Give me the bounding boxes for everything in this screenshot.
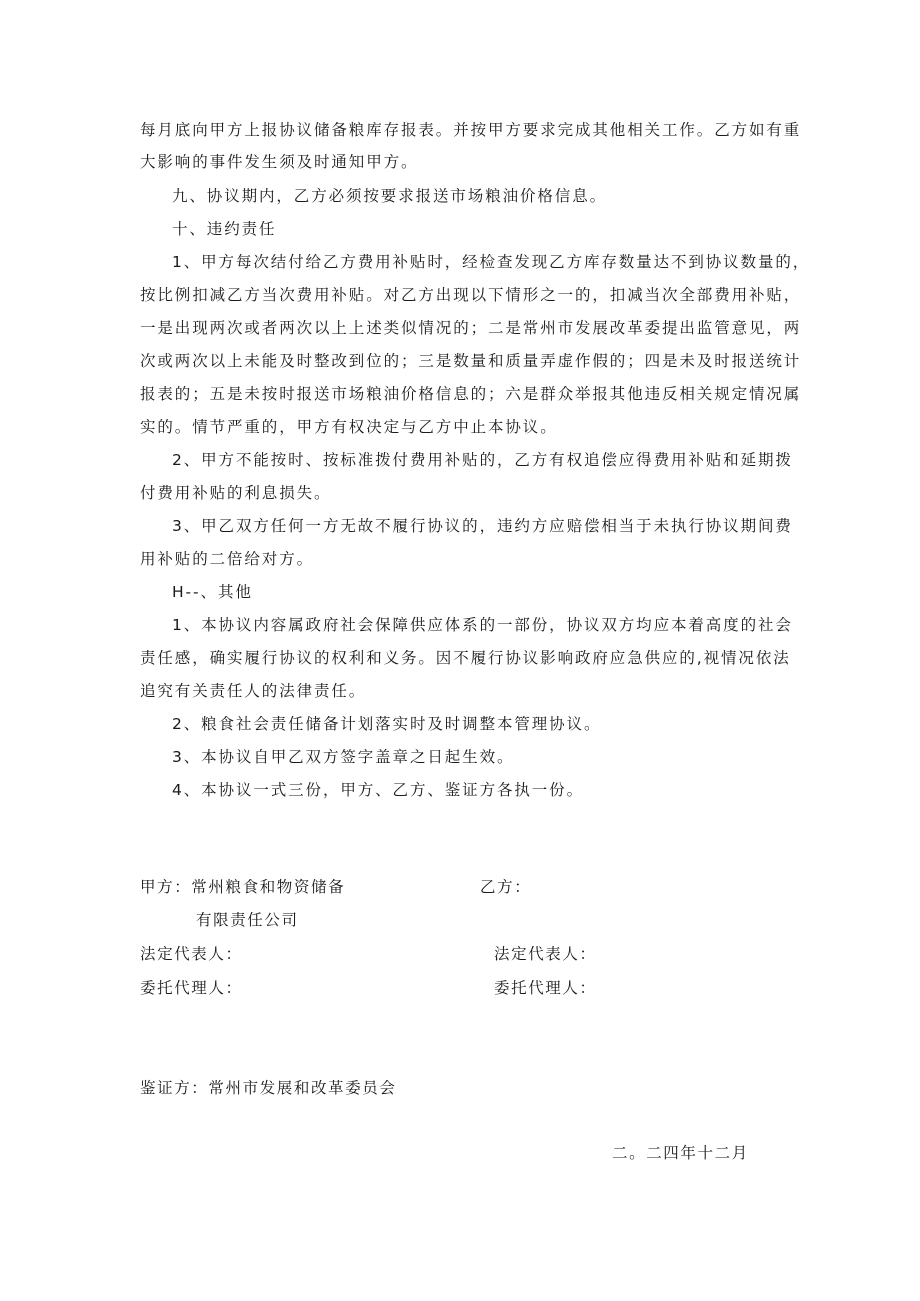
paragraph-line: 3、本协议自甲乙双方签字盖章之日起生效。 [172, 748, 515, 766]
paragraph-line: 4、本协议一式三份，甲方、乙方、鉴证方各执一份。 [172, 781, 584, 799]
paragraph-line: 报表的；五是未按时报送市场粮油价格信息的；六是群众举报其他违反相关规定情况属 [140, 385, 802, 403]
paragraph-line: 追究有关责任人的法律责任。 [140, 682, 367, 700]
agent-a: 委托代理人： [140, 979, 243, 997]
paragraph-line: 用补贴的二倍给对方。 [140, 550, 315, 568]
legal-rep-b: 法定代表人： [494, 945, 597, 963]
party-a-label: 甲方：常州粮食和物资储备 [140, 878, 346, 896]
paragraph-line: 大影响的事件发生须及时通知甲方。 [140, 153, 419, 171]
paragraph-line: 每月底向甲方上报协议储备粮库存报表。并按甲方要求完成其他相关工作。乙方如有重 [140, 121, 802, 139]
paragraph-line: 3、甲乙双方任何一方无故不履行协议的，违约方应赔偿相当于未执行协议期间费 [172, 517, 793, 535]
paragraph-line: 一是出现两次或者两次以上上述类似情况的；二是常州市发展改革委提出监管意见，两 [140, 319, 802, 337]
section-heading-other: H--、其他 [172, 583, 253, 601]
party-a-name-continued: 有限责任公司 [196, 911, 299, 929]
paragraph-line: 1、甲方每次结付给乙方费用补贴时，经检查发现乙方库存数量达不到协议数量的， [172, 253, 811, 271]
paragraph-line: 责任感，确实履行协议的权利和义务。因不履行协议影响政府应急供应的,视情况依法 [140, 649, 791, 667]
paragraph-line: 实的。情节严重的，甲方有权决定与乙方中止本协议。 [140, 418, 558, 436]
section-heading-breach: 十、违约责任 [172, 220, 277, 238]
party-b-label: 乙方： [480, 878, 532, 896]
paragraph-line: 1、本协议内容属政府社会保障供应体系的一部份，协议双方均应本着高度的社会 [172, 616, 793, 634]
legal-rep-a: 法定代表人： [140, 945, 243, 963]
paragraph-line: 按比例扣减乙方当次费用补贴。对乙方出现以下情形之一的，扣减当次全部费用补贴， [140, 286, 802, 304]
agent-b: 委托代理人： [494, 979, 597, 997]
paragraph-line: 2、粮食社会责任储备计划落实时及时调整本管理协议。 [172, 715, 602, 733]
signing-date: 二。二四年十二月 [612, 1144, 749, 1162]
paragraph-line: 付费用补贴的利息损失。 [140, 484, 332, 502]
paragraph-line: 2、甲方不能按时、按标准拨付费用补贴的，乙方有权追偿应得费用补贴和延期拨 [172, 451, 793, 469]
paragraph-line: 次或两次以上未能及时整改到位的；三是数量和质量弄虚作假的；四是未及时报送统计 [140, 352, 802, 370]
witness-party: 鉴证方：常州市发展和改革委员会 [140, 1079, 397, 1097]
clause-nine: 九、协议期内，乙方必须按要求报送市场粮油价格信息。 [172, 187, 608, 205]
